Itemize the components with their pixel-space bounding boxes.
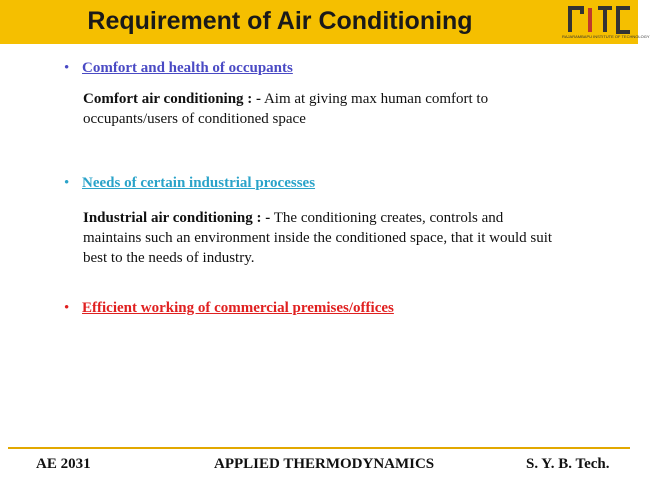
logo-caption: RAJARAMBAPU INSTITUTE OF TECHNOLOGY xyxy=(562,34,650,39)
bullet-comfort xyxy=(64,60,293,77)
bullet-dot-icon: • xyxy=(64,60,70,76)
paragraph-industrial xyxy=(83,208,553,268)
header-bar xyxy=(0,0,650,44)
bullet-industrial xyxy=(64,175,315,192)
footer-class: S. Y. B. Tech. xyxy=(526,456,610,472)
paragraph-text: The conditioning creates, controls and maintains such an environment inside the conditioned space, that it would suit best to the needs of industry. xyxy=(83,210,553,266)
bullet-label: Needs of certain industrial processes xyxy=(82,175,316,191)
paragraph-comfort xyxy=(83,89,553,129)
footer-divider xyxy=(8,447,630,449)
footer-course-name: APPLIED THERMODYNAMICS xyxy=(214,456,435,472)
paragraph-term: Industrial air conditioning : - xyxy=(83,210,271,226)
bullet-commercial xyxy=(64,300,394,317)
bullet-dot-icon: • xyxy=(64,300,70,316)
bullet-label: Comfort and health of occupants xyxy=(82,60,293,76)
bullet-label: Efficient working of commercial premises/offices xyxy=(82,300,394,316)
bullet-dot-icon: • xyxy=(64,175,70,191)
paragraph-term: Comfort air conditioning : - xyxy=(83,91,262,107)
paragraph-text: Aim at giving max human comfort to occupants/users of conditioned space xyxy=(83,91,489,127)
footer-course-code: AE 2031 xyxy=(36,456,91,472)
slide-title: Requirement of Air Conditioning xyxy=(87,7,473,35)
